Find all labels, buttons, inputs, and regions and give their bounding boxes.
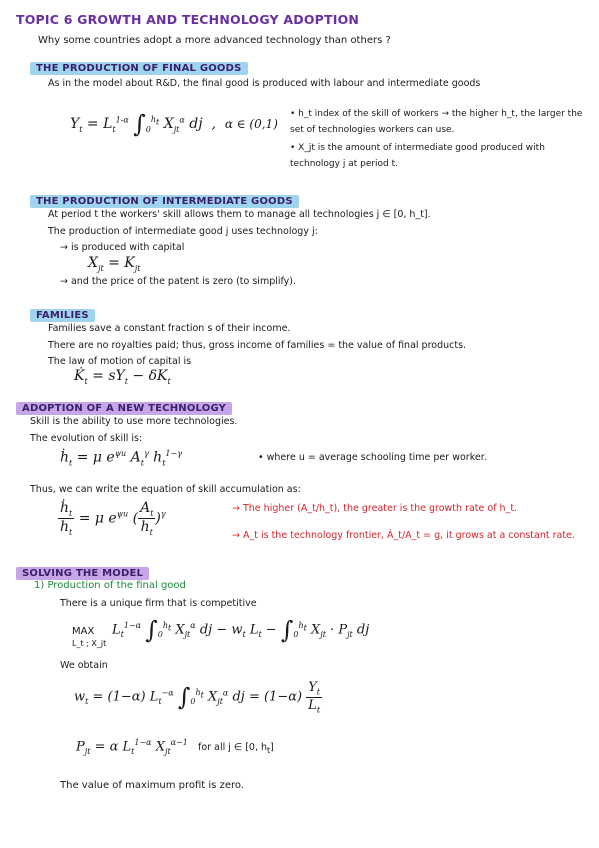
final-good-equation: $Y_t = L_t^{1-\alpha}$ $\int_0^{h_t}$ $X_{jt}^\alpha$ dj , α ∈ (0,1): [70, 110, 278, 138]
heading-label: THE PRODUCTION OF FINAL GOODS: [30, 62, 248, 75]
adoption-line-1: Skill is the ability to use more technologies.: [30, 416, 238, 427]
heading-label: SOLVING THE MODEL: [16, 567, 149, 580]
page-subtitle: Why some countries adopt a more advanced technology than others ?: [38, 35, 391, 46]
page-title: TOPIC 6 GROWTH AND TECHNOLOGY ADOPTION: [16, 12, 360, 27]
max-operator: [72, 626, 106, 650]
adoption-red-note-1: → The higher (A_t/h_t), the greater is the growth rate of h_t.: [232, 503, 518, 514]
skill-accumulation-equation: $\frac{ḣ_t}{h_t}$ = μ $e^{\psi u}$ ( $\frac{A_t}{h_t}$ )$^\gamma$: [60, 500, 166, 537]
intermediate-line-1: At period t the workers' skill allows them to manage all technologies j ∈ [0, h_t].: [48, 209, 431, 220]
heading-label: FAMILIES: [30, 309, 95, 322]
solving-line-1: There is a unique firm that is competitive: [60, 598, 257, 609]
adoption-line-2: The evolution of skill is:: [30, 433, 143, 444]
solving-obtain: We obtain: [60, 660, 108, 671]
skill-evolution-equation: ḣ$_t$ = μ $e^{\psi u}$ $A_t^\gamma$ $h_t^{1-\gamma}$: [60, 449, 182, 468]
heading-label: ADOPTION OF A NEW TECHNOLOGY: [16, 402, 232, 415]
solving-last-line: The value of maximum profit is zero.: [60, 780, 244, 791]
wage-equation: $w_t = (1-\alpha)$ $L_t^{-\alpha}$ $\int_0^{h_t}$ $X_{jt}^\alpha$ dj = (1−α) $\frac{Y_t}{L_t}$: [74, 680, 321, 715]
heading-label: THE PRODUCTION OF INTERMEDIATE GOODS: [30, 195, 299, 208]
price-equation: $P_{jt} = \alpha$ $L_t^{1-\alpha}$ $X_{jt}^{\alpha-1}$ for all j ∈ [0, $h_t$]: [76, 738, 274, 756]
intermediate-line-3: → is produced with capital: [60, 242, 185, 253]
section-heading-adoption: [16, 396, 232, 415]
capital-law-equation: $K̇_t = sY_t - \delta K_t$: [74, 368, 171, 386]
section-heading-intermediate-goods: [30, 189, 299, 208]
solving-subheading-1: 1) Production of the final good: [34, 580, 186, 591]
adoption-line-3: Thus, we can write the equation of skill accumulation as:: [30, 484, 301, 495]
section-heading-final-goods: [30, 56, 248, 75]
section-heading-families: [30, 303, 95, 322]
final-goods-note-1: • h_t index of the skill of workers → the higher h_t, the larger the set of technologies workers can use.: [290, 109, 583, 135]
families-line-2: There are no royalties paid; thus, gross income of families = the value of final products.: [48, 340, 467, 351]
final-goods-intro: As in the model about R&D, the final good is produced with labour and intermediate goods: [48, 78, 481, 89]
families-line-3: The law of motion of capital is: [48, 356, 192, 367]
section-heading-solving: [16, 561, 149, 580]
final-goods-note-2: • X_jt is the amount of intermediate good produced with technology j at period t.: [290, 143, 545, 169]
intermediate-equation: $X_{jt} = K_{jt}$: [88, 255, 141, 273]
max-subscript: L_t ; X_jt: [72, 639, 107, 648]
profit-max-equation: $L_t^{1-\alpha}$ $\int_0^{h_t}$ $X_{jt}^\alpha$ dj − $w_t$ $L_t - \int_0^{h_t}$ $X_{jt} \cdot P_{jt}$ dj: [112, 616, 370, 644]
adoption-red-note-2: → A_t is the technology frontier, Ȧ_t/A_t = g, it grows at a constant rate.: [232, 530, 575, 541]
families-line-1: Families save a constant fraction s of their income.: [48, 323, 291, 334]
max-label: MAX: [72, 626, 95, 637]
intermediate-line-4: → and the price of the patent is zero (to simplify).: [60, 276, 297, 287]
intermediate-line-2: The production of intermediate good j uses technology j:: [48, 226, 318, 237]
adoption-where-note: • where u = average schooling time per worker.: [258, 452, 487, 463]
